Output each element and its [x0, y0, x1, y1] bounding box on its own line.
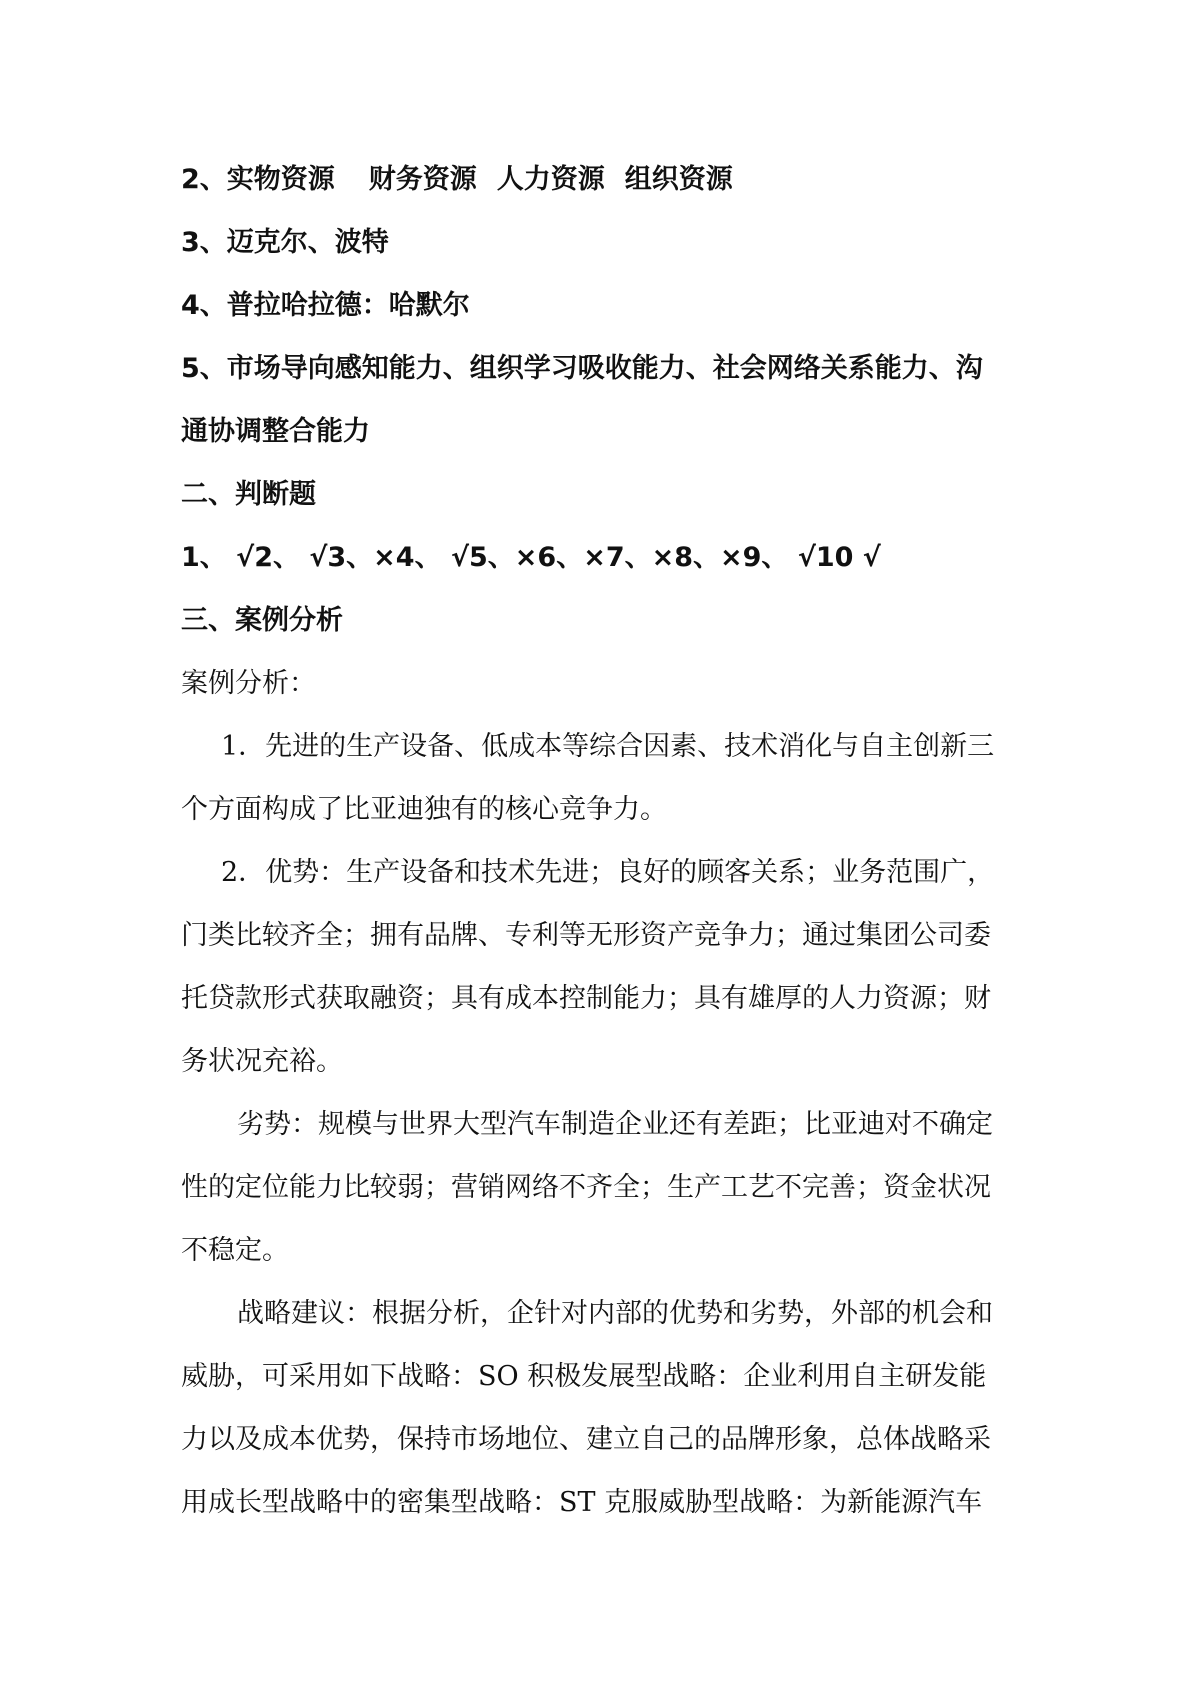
answer-line-3: 3、迈克尔、波特 [181, 227, 389, 258]
strategy-paragraph-line-3: 力以及成本优势，保持市场地位、建立自己的品牌形象，总体战略采 [181, 1424, 991, 1455]
strategy-paragraph-line-4: 用成长型战略中的密集型战略：ST 克服威胁型战略：为新能源汽车 [181, 1487, 983, 1518]
document-body [181, 148, 1016, 1534]
strategy-paragraph-line-1: 战略建议：根据分析，企针对内部的优势和劣势，外部的机会和 [237, 1298, 993, 1329]
answer-2-part-1: 2、实物资源 [181, 164, 335, 195]
strategy-paragraph-line-2: 威胁，可采用如下战略：SO 积极发展型战略：企业利用自主研发能 [181, 1361, 987, 1392]
case-paragraph-2-line-4: 务状况充裕。 [181, 1046, 343, 1077]
answer-line-5-continued: 通协调整合能力 [181, 416, 370, 447]
answer-2-part-4: 组织资源 [624, 164, 733, 195]
answer-line-2 [181, 148, 1016, 211]
case-paragraph-2-line-1: 2．优势：生产设备和技术先进；良好的顾客关系；业务范围广， [221, 857, 995, 888]
section-heading-true-false: 二、判断题 [181, 479, 316, 510]
case-analysis-label: 案例分析： [181, 668, 316, 699]
section-heading-case-analysis: 三、案例分析 [181, 605, 343, 636]
answer-2-part-3: 人力资源 [496, 164, 605, 195]
case-paragraph-1-line-1: 1．先进的生产设备、低成本等综合因素、技术消化与自主创新三 [221, 731, 995, 762]
case-paragraph-2-line-3: 托贷款形式获取融资；具有成本控制能力；具有雄厚的人力资源；财 [181, 983, 991, 1014]
answer-line-5: 5、市场导向感知能力、组织学习吸收能力、社会网络关系能力、沟 [181, 353, 983, 384]
case-paragraph-1-line-2: 个方面构成了比亚迪独有的核心竞争力。 [181, 794, 667, 825]
case-paragraph-2-line-2: 门类比较齐全；拥有品牌、专利等无形资产竞争力；通过集团公司委 [181, 920, 991, 951]
true-false-answers: 1、 √2、 √3、×4、 √5、×6、×7、×8、×9、 √10 √ [181, 542, 881, 573]
weakness-paragraph-line-3: 不稳定。 [181, 1235, 289, 1266]
answer-line-4: 4、普拉哈拉德：哈默尔 [181, 290, 470, 321]
weakness-paragraph-line-1: 劣势：规模与世界大型汽车制造企业还有差距；比亚迪对不确定 [237, 1109, 993, 1140]
weakness-paragraph-line-2: 性的定位能力比较弱；营销网络不齐全；生产工艺不完善；资金状况 [181, 1172, 991, 1203]
answer-2-part-2: 财务资源 [368, 164, 477, 195]
